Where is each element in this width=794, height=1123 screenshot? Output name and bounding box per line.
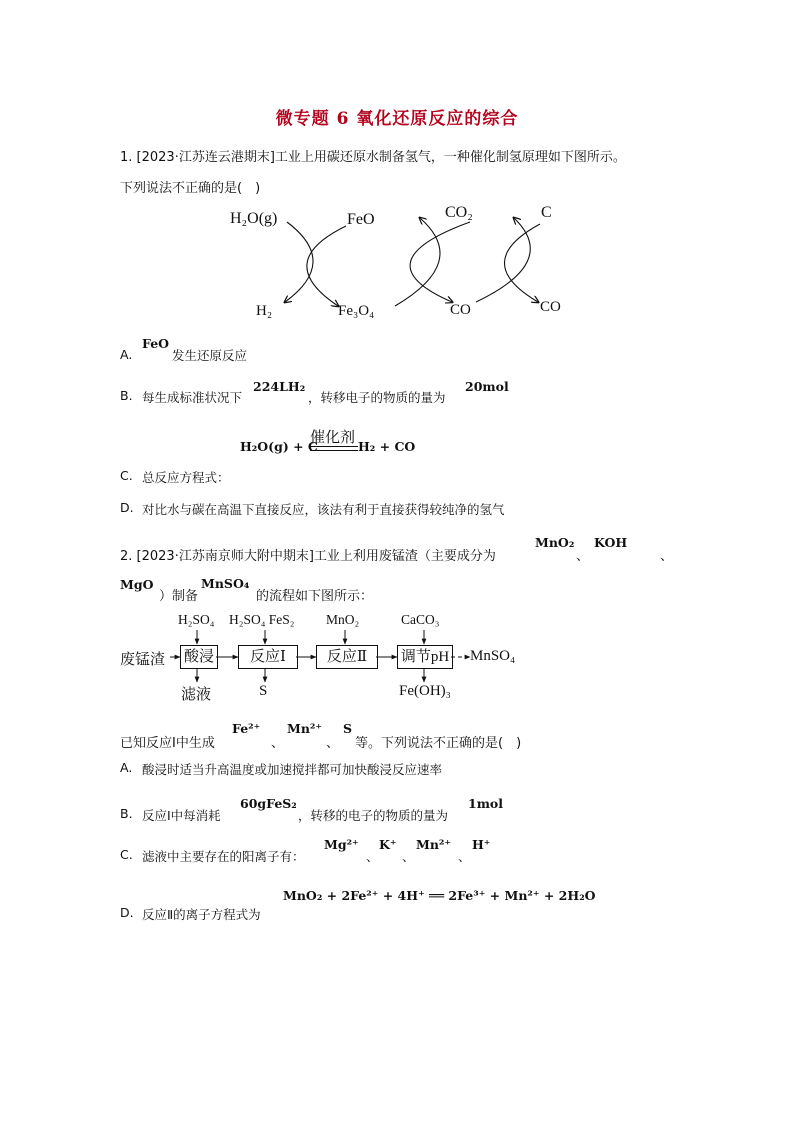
label-h2o: H₂O(g) [230, 210, 278, 227]
q2-formula-koh: KOH [594, 535, 628, 550]
flow-box-reaction-1: 反应Ⅰ [238, 645, 298, 669]
q1-c-eq-right: H₂ + CO [358, 439, 416, 454]
q1-option-b-label: B. [120, 388, 133, 403]
q2-option-c-sep3: 、 [458, 849, 471, 864]
q2-stem-text1: 2. [2023·江苏南京师大附中期末]工业上利用废锰渣（主要成分为 [120, 549, 496, 564]
label-feo: FeO [347, 211, 375, 228]
q2-option-c-ion1: Mg²⁺ [324, 837, 359, 852]
q2-option-b-formula2: 1mol [468, 796, 504, 811]
q2-option-c-sep1: 、 [366, 849, 379, 864]
q1-option-b-formula2: 20mol [465, 379, 509, 394]
q2-formula-mnso4: MnSO₄ [201, 576, 250, 591]
q2-option-d-equation: MnO₂ + 2Fe²⁺ + 4H⁺ ══ 2Fe³⁺ + Mn²⁺ + 2H₂O [283, 888, 596, 903]
flow-box-reaction-2: 反应Ⅱ [316, 645, 378, 669]
q2-option-d-label: D. [120, 905, 134, 920]
q2-formula-mno2: MnO₂ [535, 535, 575, 550]
q1-option-a-formula: FeO [142, 336, 170, 351]
q2-option-c-ion2: K⁺ [379, 837, 397, 852]
q2-option-b-text1: 反应Ⅰ中每消耗 [142, 808, 221, 823]
q1-option-a-label: A. [120, 347, 133, 362]
label-c: C [541, 204, 552, 221]
flow-box-acid-leach: 酸浸 [180, 645, 218, 669]
q2-option-b-label: B. [120, 806, 133, 821]
flow-output-1: 滤液 [181, 687, 212, 703]
flow-start: 废锰渣 [120, 652, 166, 668]
q2-formula-mgo: MgO [120, 577, 154, 592]
flow-output-2: S [259, 683, 268, 699]
q2-option-c-label: C. [120, 847, 133, 862]
q2-known-text1: 已知反应Ⅰ中生成 [120, 736, 215, 751]
q2-option-a-label: A. [120, 760, 133, 775]
q1-c-eq-catalyst: 催化剂 [310, 428, 356, 446]
label-co-right: CO [540, 299, 561, 315]
label-co2: CO₂ [445, 204, 473, 221]
q1-option-a-text: 发生还原反应 [172, 348, 248, 363]
q1-c-eq-left: H₂O(g) + C [240, 439, 318, 454]
q2-stem-text2: ）制备 [159, 589, 199, 604]
flow-box-adjust-ph: 调节pH [397, 645, 453, 669]
q2-stem-text3: 的流程如下图所示： [256, 589, 374, 604]
label-h2: H₂ [256, 303, 273, 319]
q2-sep4: 、 [326, 736, 340, 751]
label-co-mid: CO [450, 302, 471, 318]
q2-option-c-ion4: H⁺ [472, 837, 491, 852]
flow-end: MnSO₄ [470, 648, 516, 664]
q2-known-text2: 等。下列说法不正确的是( ) [355, 736, 522, 751]
q2-ion-mn: Mn²⁺ [287, 721, 322, 736]
q2-option-b-formula1: 60gFeS₂ [240, 796, 297, 811]
q1-option-b-text2: ，转移电子的物质的量为 [308, 390, 446, 405]
label-fe3o4: Fe₃O₄ [338, 303, 375, 319]
q1-stem-line1: 1. [2023·江苏连云港期末]工业上用碳还原水制备氢气，一种催化制氢原理如下图所示。 [120, 150, 626, 165]
q1-option-c-text: 总反应方程式： [142, 470, 230, 485]
q1-option-b-text1: 每生成标准状况下 [142, 390, 243, 405]
flow-input-4: CaCO₃ [401, 612, 440, 627]
flow-input-2: H₂SO₄ FeS₂ [229, 612, 295, 627]
q1-option-d-label: D. [120, 500, 134, 515]
flow-output-4: Fe(OH)₃ [399, 683, 451, 699]
q2-ion-fe: Fe²⁺ [232, 721, 261, 736]
q2-option-c-text: 滤液中主要存在的阳离子有： [142, 849, 305, 864]
q2-option-d-text: 反应Ⅱ的离子方程式为 [142, 907, 261, 922]
q1-stem-line2: 下列说法不正确的是( ) [120, 181, 261, 196]
flow-input-3: MnO₂ [326, 612, 360, 627]
q1-option-b-formula1: 224LH₂ [253, 379, 306, 394]
q2-sep1: 、 [576, 549, 590, 564]
q2-sep2: 、 [660, 549, 674, 564]
q2-sep3: 、 [271, 736, 285, 751]
q2-ion-s: S [343, 721, 353, 736]
q2-option-a-text: 酸浸时适当升高温度或加速搅拌都可加快酸浸反应速率 [142, 762, 443, 777]
q1-option-c-label: C. [120, 468, 133, 483]
q1-option-d-text: 对比水与碳在高温下直接反应，该法有利于直接获得较纯净的氢气 [142, 502, 505, 517]
page-title: 微专题 6 氧化还原反应的综合 [275, 109, 519, 129]
q2-option-b-text2: ，转移的电子的物质的量为 [298, 808, 449, 823]
flow-input-1: H₂SO₄ [178, 612, 215, 627]
q2-option-c-ion3: Mn²⁺ [416, 837, 451, 852]
q2-option-c-sep2: 、 [402, 849, 415, 864]
